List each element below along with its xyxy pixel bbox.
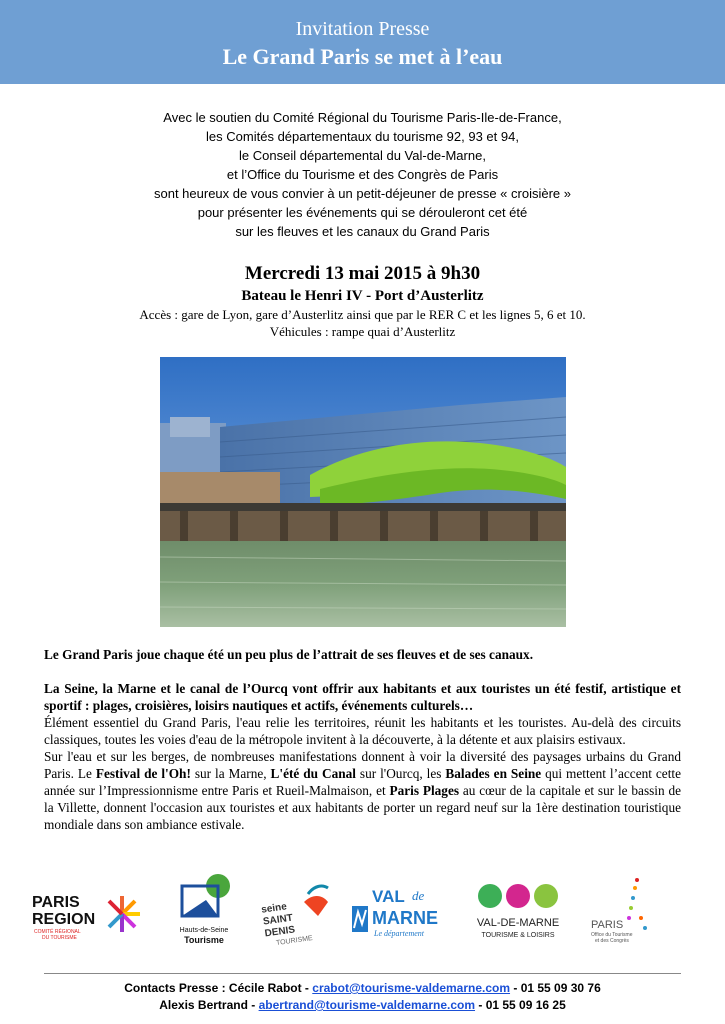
event-vehicles: Véhicules : rampe quai d’Austerlitz — [269, 324, 456, 339]
intro-block — [60, 108, 665, 241]
header-subtitle: Le Grand Paris se met à l’eau — [222, 44, 503, 69]
hauts-de-seine-l1: Hauts-de-Seine — [179, 927, 229, 934]
header-title: Invitation Presse — [295, 18, 430, 40]
ssd-l3: DENIS — [264, 924, 296, 940]
vdm-tourisme-logo — [468, 872, 568, 952]
paragraph-2-text: Sur l'eau et sur les berges, de nombreuses manifestations donnent à voir la diversité des paysages urbains du Grand Paris. Le — [44, 749, 681, 781]
paragraph-2-text: sur la Marne, — [190, 766, 271, 781]
contact-1-name: Contacts Presse : Cécile Rabot - — [124, 981, 313, 995]
vdm-l4: Le département — [374, 929, 424, 938]
hauts-de-seine-l2: Tourisme — [184, 935, 224, 945]
ete-du-canal: L'été du Canal — [270, 766, 356, 781]
intro-line: sur les fleuves et les canaux du Grand Paris — [235, 224, 490, 239]
paragraph-2-text: sur l'Ourcq, les — [355, 766, 446, 781]
press-contacts — [0, 980, 725, 1014]
vdm-l3: MARNE — [372, 908, 438, 928]
body-text — [44, 646, 681, 833]
event-date: Mercredi 13 mai 2015 à 9h30 — [244, 263, 481, 284]
paris-office-l1: PARIS — [591, 919, 624, 931]
event-block — [0, 262, 725, 340]
intro-line: le Conseil départemental du Val-de-Marne, — [239, 148, 486, 163]
contact-line-1 — [0, 980, 725, 997]
paris-region-l2: REGION — [32, 911, 96, 928]
paris-region-l1: PARIS — [32, 894, 80, 911]
contact-2-email-link[interactable]: abertrand@tourisme-valdemarne.com — [258, 998, 476, 1012]
paris-region-l3: COMITÉ RÉGIONAL — [34, 929, 81, 935]
vdm-tourisme-l1: VAL-DE-MARNE — [476, 917, 560, 929]
photo-cite-mode-design — [160, 357, 566, 627]
intro-line: et l’Office du Tourisme et des Congrès de Paris — [226, 167, 499, 182]
paragraph-1-bold: La Seine, la Marne et le canal de l’Ourcq vont offrir aux habitants et aux touristes un été festif, artistique et sportif : plages, croisières, loisirs nautiques et actifs, événements culturels… — [44, 681, 681, 713]
paragraph-1 — [44, 680, 681, 748]
paris-office-logo — [585, 872, 665, 952]
festival-oh: Festival de l'Oh! — [95, 766, 191, 781]
lead-paragraph: Le Grand Paris joue chaque été un peu plus de l’attrait de ses fleuves et de ses canaux. — [44, 647, 534, 662]
contact-2-name: Alexis Bertrand - — [159, 998, 259, 1012]
intro-line: sont heureux de vous convier à un petit-déjeuner de presse « croisière » — [154, 186, 571, 201]
paragraph-2-text: qui mettent l’accent cette année sur l’Impressionnisme entre Paris et Rueil-Malmaison, et — [44, 766, 681, 798]
contact-1-phone: - 01 55 09 30 76 — [510, 981, 601, 995]
paris-office-l2: Office du Tourisme — [591, 932, 633, 938]
header-banner — [0, 0, 725, 84]
paragraph-2-text: au cœur de la capitale et sur le bassin de la Villette, donnent l'occasion aux touristes et aux habitants de porter un regard neuf sur la 1ère destination touristique mondiale dans son ambiance estivale. — [44, 783, 682, 832]
vdm-l2: de — [412, 888, 425, 903]
footer-divider — [44, 973, 681, 974]
contact-line-2 — [0, 997, 725, 1014]
event-venue: Bateau le Henri IV - Port d’Austerlitz — [241, 288, 484, 304]
hauts-de-seine-logo — [160, 872, 248, 952]
intro-line: les Comités départementaux du tourisme 92, 93 et 94, — [206, 129, 519, 144]
paris-plages: Paris Plages — [389, 783, 460, 798]
paragraph-2 — [44, 748, 681, 833]
paris-region-logo — [30, 872, 148, 952]
ssd-l1: seine — [260, 901, 288, 916]
paragraph-1-text: Élément essentiel du Grand Paris, l'eau relie les territoires, réunit les habitants et les touristes. Au-delà des circuits classiques, toutes les voies d'eau de la métropole invitent à la découverte, à la détente et aux plaisirs estivaux. — [44, 715, 681, 747]
partner-logos — [30, 872, 695, 952]
vdm-l1: VAL — [372, 887, 405, 906]
seine-saint-denis-logo — [258, 872, 336, 952]
ssd-l4: TOURISME — [275, 934, 314, 948]
contact-1-email-link[interactable]: crabot@tourisme-valdemarne.com — [312, 981, 511, 995]
paris-office-l3: et des Congrès — [595, 938, 629, 944]
event-access: Accès : gare de Lyon, gare d’Austerlitz ainsi que par le RER C et les lignes 5, 6 et 10. — [139, 307, 586, 322]
contact-2-phone: - 01 55 09 16 25 — [475, 998, 566, 1012]
intro-line: Avec le soutien du Comité Régional du Tourisme Paris-Ile-de-France, — [163, 110, 562, 125]
intro-line: pour présenter les événements qui se dérouleront cet été — [197, 205, 528, 220]
ssd-l2: SAINT — [262, 912, 294, 928]
val-de-marne-logo — [350, 872, 450, 952]
balades-en-seine: Balades en Seine — [445, 766, 542, 781]
paris-region-l4: DU TOURISME — [42, 935, 77, 941]
vdm-tourisme-l2: TOURISME & LOISIRS — [481, 932, 555, 939]
